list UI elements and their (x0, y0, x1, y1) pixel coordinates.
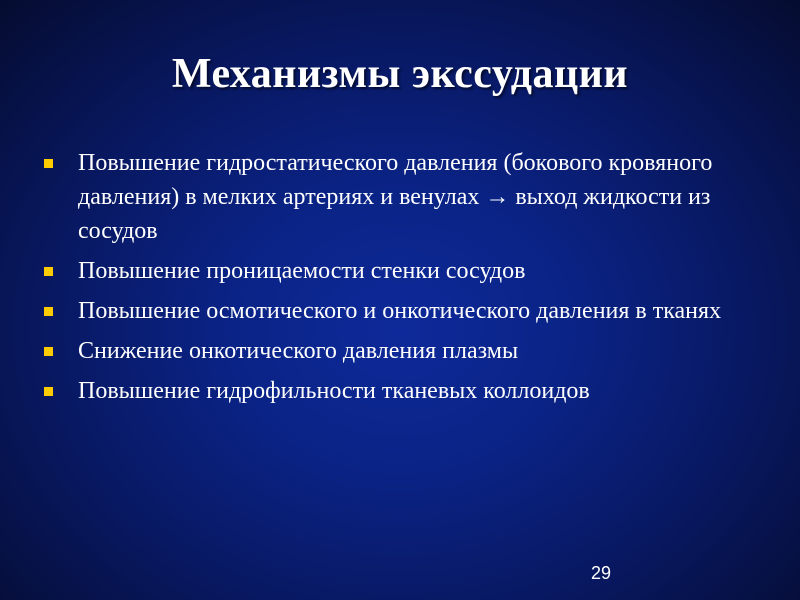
bullet-item (42, 374, 772, 408)
square-bullet-icon (44, 347, 53, 356)
square-bullet-icon (44, 307, 53, 316)
bullet-text: Повышение проницаемости стенки сосудов (78, 258, 526, 284)
bullet-text: Повышение гидрофильности тканевых коллоидов (78, 378, 590, 404)
bullet-list (42, 146, 772, 414)
square-bullet-icon (44, 267, 53, 276)
square-bullet-icon (44, 159, 53, 168)
bullet-text: Повышение осмотического и онкотического давления в тканях (78, 298, 722, 324)
bullet-item (42, 254, 772, 288)
bullet-item (42, 334, 772, 368)
bullet-item (42, 146, 772, 248)
bullet-item (42, 294, 772, 328)
square-bullet-icon (44, 387, 53, 396)
page-number: 29 (590, 563, 611, 583)
slide-title: Механизмы экссудации (171, 51, 629, 97)
bullet-text: Снижение онкотического давления плазмы (78, 338, 519, 364)
bullet-text: Повышение гидростатического давления (бокового кровяного давления) в мелких артериях и венулах → выход жидкости из сосудов (78, 150, 713, 244)
